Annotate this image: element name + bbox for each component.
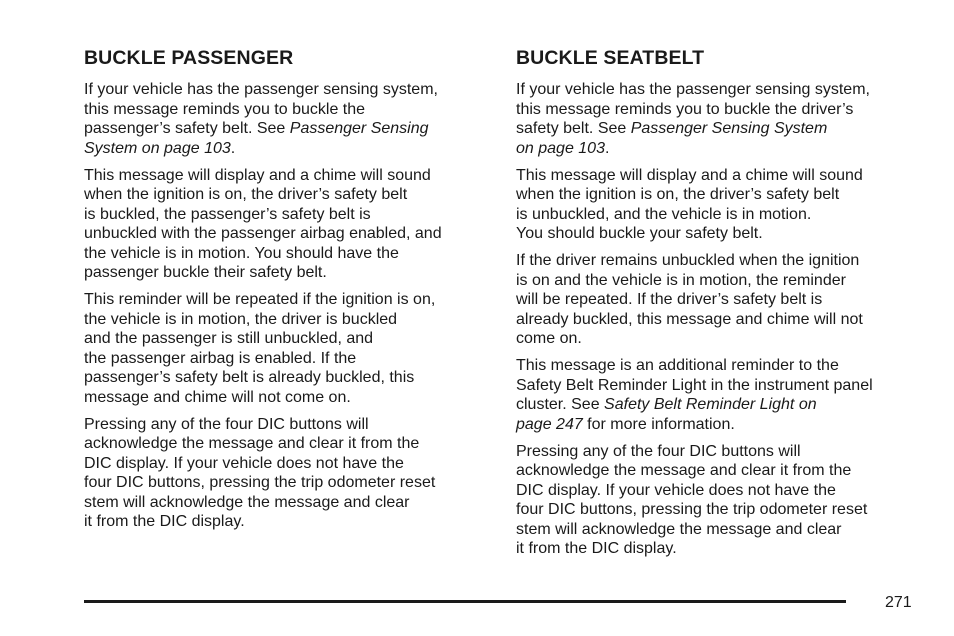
text-run: .	[230, 139, 236, 157]
buckle-seatbelt-heading: BUCKLE SEATBELT	[516, 47, 705, 69]
text-line: This message will display and a chime will sound	[516, 166, 863, 184]
passenger-sensing-page-reference: System on page 103	[84, 139, 231, 157]
text-line: This reminder will be repeated if the ignition is on,	[84, 291, 436, 308]
text-line: already buckled, this message and chime will not	[516, 310, 863, 328]
buckle-seatbelt-dic-paragraph	[516, 442, 926, 559]
text-line	[84, 119, 494, 139]
buckle-seatbelt-intro	[516, 80, 926, 158]
text-line: this message reminds you to buckle the	[84, 100, 366, 118]
text-line	[516, 139, 926, 159]
text-run: passenger’s safety belt. See	[84, 120, 290, 137]
text-line	[84, 139, 494, 159]
text-line: the vehicle is in motion, the driver is buckled	[84, 310, 398, 328]
text-line: four DIC buttons, pressing the trip odometer reset	[84, 474, 436, 491]
text-line: it from the DIC display.	[516, 540, 677, 557]
buckle-seatbelt-chime-paragraph	[516, 166, 926, 244]
text-line: DIC display. If your vehicle does not have the	[516, 481, 836, 499]
text-run: safety belt. See	[516, 120, 631, 137]
text-line: message and chime will not come on.	[84, 388, 351, 406]
text-line	[516, 395, 926, 415]
page-number: 271	[885, 594, 912, 611]
text-line: Safety Belt Reminder Light in the instrument panel	[516, 376, 873, 394]
buckle-passenger-repeat-paragraph	[84, 290, 494, 407]
passenger-sensing-reference: Passenger Sensing	[289, 120, 429, 137]
text-line: this message reminds you to buckle the driver’s	[516, 100, 854, 118]
reminder-light-reference: Safety Belt Reminder Light on	[604, 396, 817, 413]
text-line: and the passenger is still unbuckled, and	[84, 330, 374, 347]
text-run: .	[604, 139, 610, 157]
left-column	[84, 46, 494, 539]
buckle-seatbelt-reminder-light-paragraph	[516, 356, 926, 434]
buckle-passenger-chime-paragraph	[84, 166, 494, 283]
text-line: is on and the vehicle is in motion, the reminder	[516, 271, 846, 289]
passenger-sensing-reference: Passenger Sensing System	[630, 120, 828, 137]
buckle-passenger-heading: BUCKLE PASSENGER	[84, 47, 294, 69]
text-line: acknowledge the message and clear it from the	[516, 462, 852, 479]
reminder-light-page-reference: page 247	[516, 415, 583, 433]
text-line: If your vehicle has the passenger sensing system,	[84, 81, 438, 98]
text-line: Pressing any of the four DIC buttons will	[516, 442, 801, 460]
text-line: the vehicle is in motion. You should have the	[84, 244, 399, 262]
text-line: If your vehicle has the passenger sensing system,	[516, 81, 870, 98]
text-line: when the ignition is on, the driver’s safety belt	[84, 186, 408, 203]
text-line: DIC display. If your vehicle does not have the	[84, 454, 404, 472]
text-line: Pressing any of the four DIC buttons will	[84, 415, 369, 433]
right-column	[516, 46, 926, 566]
text-line: four DIC buttons, pressing the trip odometer reset	[516, 501, 868, 518]
text-line: the passenger airbag is enabled. If the	[84, 349, 357, 367]
buckle-passenger-dic-paragraph	[84, 415, 494, 532]
text-line: You should buckle your safety belt.	[516, 225, 763, 242]
text-line: is unbuckled, and the vehicle is in motion.	[516, 205, 812, 223]
text-line: stem will acknowledge the message and clear	[516, 520, 842, 538]
text-line: This message will display and a chime will sound	[84, 166, 431, 184]
text-line: passenger buckle their safety belt.	[84, 264, 327, 281]
text-line: it from the DIC display.	[84, 513, 245, 530]
text-line: is buckled, the passenger’s safety belt is	[84, 205, 371, 223]
text-line	[516, 415, 926, 435]
text-run: for more information.	[582, 415, 735, 433]
text-line: This message is an additional reminder to the	[516, 357, 839, 374]
text-line: passenger’s safety belt is already buckled, this	[84, 369, 415, 386]
text-line: If the driver remains unbuckled when the ignition	[516, 252, 860, 269]
text-line: when the ignition is on, the driver’s safety belt	[516, 186, 840, 203]
text-line	[516, 119, 926, 139]
text-line: will be repeated. If the driver’s safety belt is	[516, 291, 823, 308]
buckle-passenger-intro	[84, 80, 494, 158]
text-line: stem will acknowledge the message and clear	[84, 493, 410, 511]
passenger-sensing-page-reference: on page 103	[516, 139, 605, 157]
text-line: come on.	[516, 330, 582, 347]
text-line: unbuckled with the passenger airbag enabled, and	[84, 225, 442, 242]
footer-rule	[84, 600, 846, 603]
buckle-seatbelt-repeat-paragraph	[516, 251, 926, 349]
text-line: acknowledge the message and clear it from the	[84, 435, 420, 452]
text-run: cluster. See	[516, 396, 605, 413]
